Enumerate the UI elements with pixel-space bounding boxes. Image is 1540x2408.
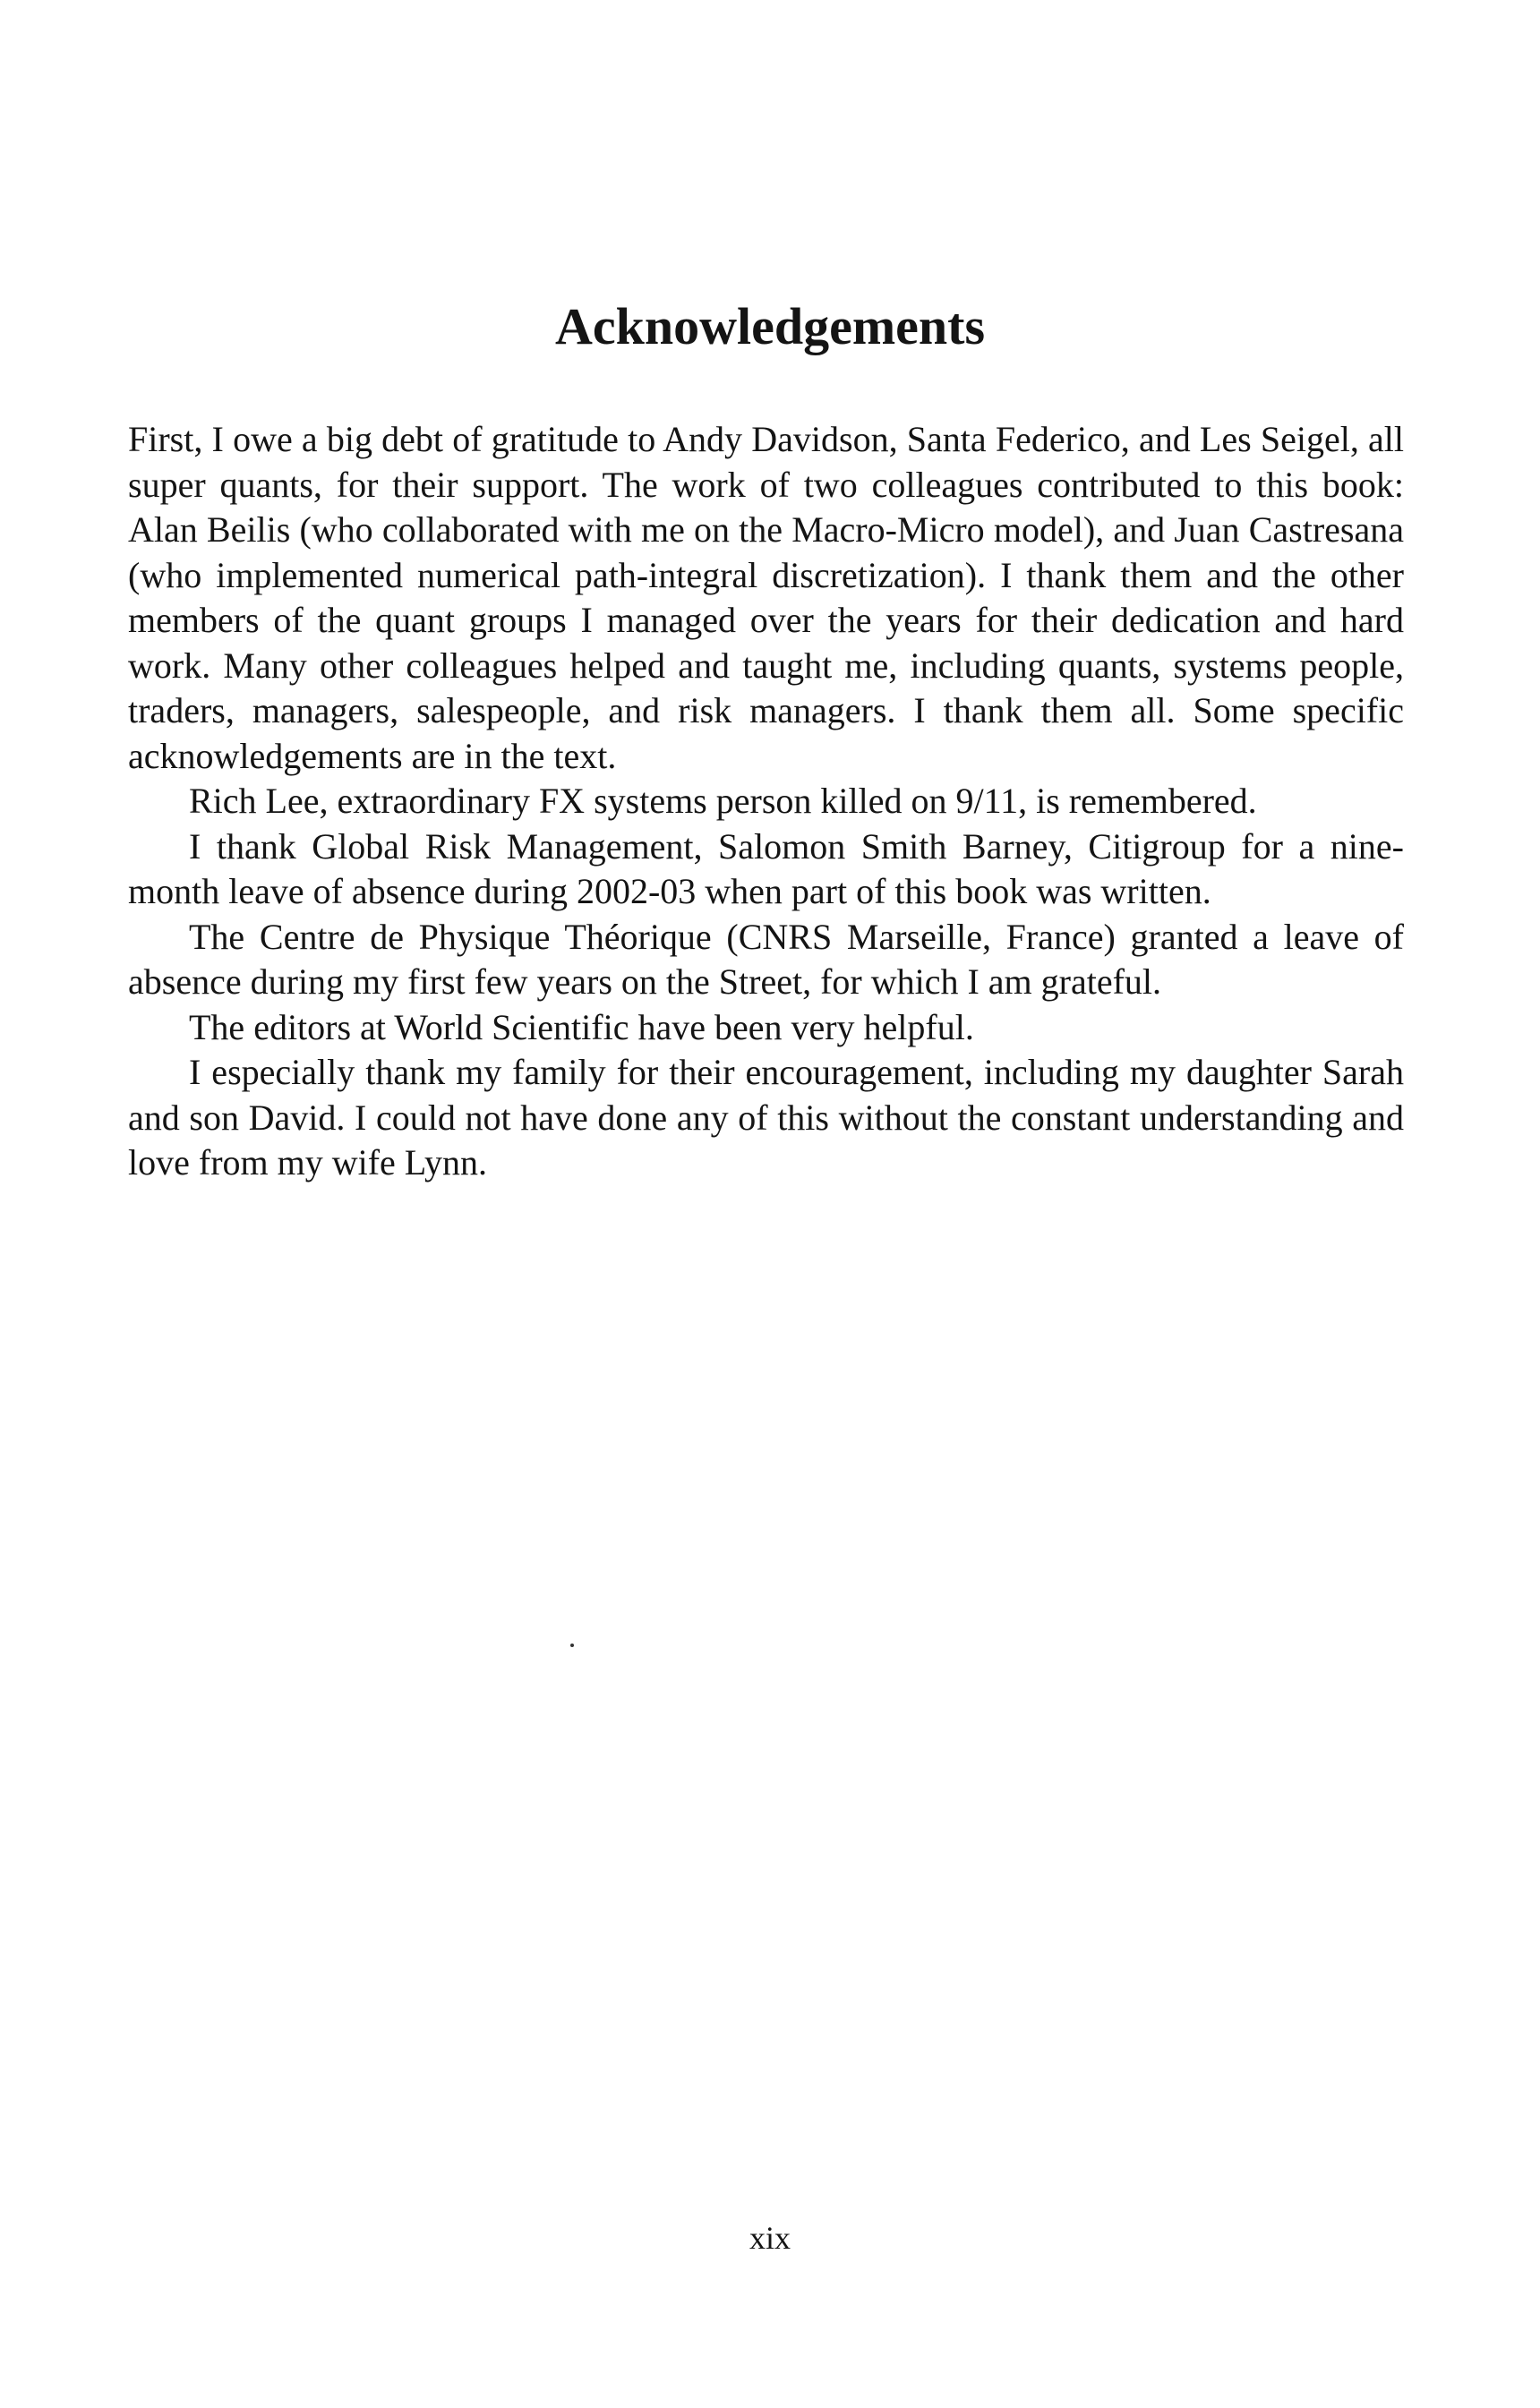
page-number: xix <box>749 2220 791 2256</box>
paragraph-world-scientific: The editors at World Scientific have been very helpful. <box>189 1006 974 1047</box>
page-title: Acknowledgements <box>554 297 986 355</box>
paragraph-family: I especially thank my family for their encouragement, including my daughter Sarah and son David. I could not have done any of this without the constant understanding and love from my wife Lynn. <box>128 1052 1404 1183</box>
stray-ink-dot <box>570 1644 574 1647</box>
acknowledgements-body <box>128 417 1404 1186</box>
paragraph-citigroup-leave: I thank Global Risk Management, Salomon Smith Barney, Citigroup for a nine-month leave of absence during 2002-03 when part of this book was written. <box>128 825 1404 911</box>
paragraph-cnrs-leave: The Centre de Physique Théorique (CNRS Marseille, France) granted a leave of absence during my first few years on the Street, for which I am grateful. <box>128 916 1404 1002</box>
paragraph-rich-lee: Rich Lee, extraordinary FX systems person killed on 9/11, is remembered. <box>189 781 1257 821</box>
paragraph-gratitude-colleagues: First, I owe a big debt of gratitude to Andy Davidson, Santa Federico, and Les Seigel, all super quants, for their support. The work of two colleagues contributed to this book: Alan Beilis (who collaborated with me on the Macro-Micro model), and Juan Castresana (who implemented numerical path-integral discretization). I thank them and the other members of the quant groups I managed over the years for their dedication and hard work. Many other colleagues helped and taught me, including quants, systems people, traders, managers, salespeople, and risk managers. I thank them all. Some specific acknowledgements are in the text. <box>128 419 1404 776</box>
